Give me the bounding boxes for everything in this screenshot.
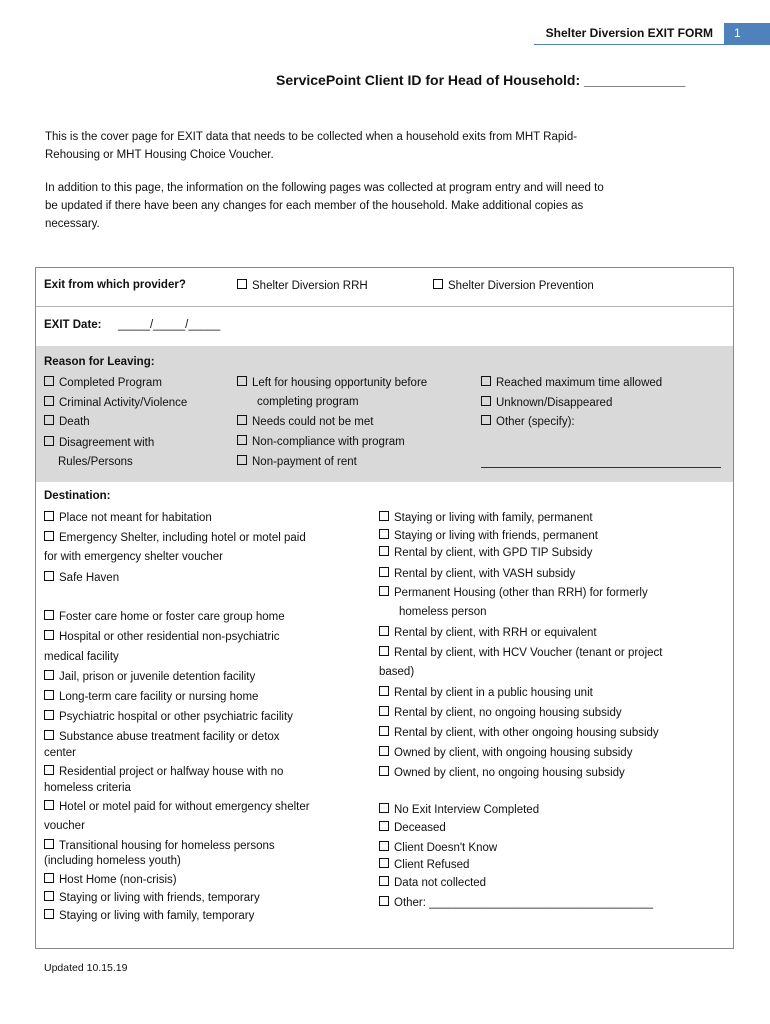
checkbox-icon[interactable] — [44, 396, 54, 406]
dest-hotel-motel-cont: voucher — [44, 820, 85, 832]
dest-friends-permanent[interactable]: Staying or living with friends, permanent — [379, 529, 598, 542]
dest-transitional[interactable]: Transitional housing for homeless persons — [44, 839, 275, 852]
dest-family-temporary[interactable]: Staying or living with family, temporary — [44, 909, 254, 922]
dest-hotel-motel[interactable]: Hotel or motel paid for without emergency shelter — [44, 800, 310, 813]
dest-rental-hcv[interactable]: Rental by client, with HCV Voucher (tenant or project — [379, 646, 662, 659]
checkbox-icon[interactable] — [379, 876, 389, 886]
checkbox-icon[interactable] — [44, 610, 54, 620]
checkbox-icon[interactable] — [44, 730, 54, 740]
dest-substance-abuse[interactable]: Substance abuse treatment facility or detox — [44, 730, 280, 743]
reason-disagreement-cont: Rules/Persons — [58, 456, 133, 468]
reason-other-line[interactable] — [481, 467, 721, 468]
reason-other[interactable]: Other (specify): — [481, 415, 575, 428]
reason-left-housing-cont: completing program — [257, 396, 359, 408]
intro-p1-line1: This is the cover page for EXIT data that needs to be collected when a household exits from MHT Rapid- — [45, 131, 578, 143]
dest-rental-vash[interactable]: Rental by client, with VASH subsidy — [379, 567, 575, 580]
reason-disagreement[interactable]: Disagreement with — [44, 436, 154, 449]
checkbox-icon[interactable] — [237, 435, 247, 445]
intro-p2-line1: In addition to this page, the information on the following pages was collected at program entry and will need to — [45, 182, 604, 194]
dest-residential[interactable]: Residential project or halfway house with no — [44, 765, 283, 778]
reason-death[interactable]: Death — [44, 415, 90, 428]
exit-date-field[interactable]: _____/_____/_____ — [118, 319, 221, 331]
dest-friends-temporary[interactable]: Staying or living with friends, temporary — [44, 891, 260, 904]
checkbox-icon[interactable] — [44, 415, 54, 425]
checkbox-icon[interactable] — [237, 279, 247, 289]
checkbox-icon[interactable] — [44, 909, 54, 919]
dest-data-not-collected[interactable]: Data not collected — [379, 876, 486, 889]
dest-permanent-housing-cont: homeless person — [399, 606, 487, 618]
updated-date: Updated 10.15.19 — [44, 962, 128, 974]
dest-deceased[interactable]: Deceased — [379, 821, 446, 834]
intro-p2-line2: be updated if there have been any changes for each member of the household. Make additional copies as — [45, 200, 584, 212]
destination-label: Destination: — [44, 490, 111, 502]
form-title: Shelter Diversion EXIT FORM — [545, 26, 713, 40]
dest-rental-other-subsidy[interactable]: Rental by client, with other ongoing housing subsidy — [379, 726, 659, 739]
dest-hospital[interactable]: Hospital or other residential non-psychiatric — [44, 630, 280, 643]
checkbox-icon[interactable] — [237, 455, 247, 465]
checkbox-icon[interactable] — [44, 571, 54, 581]
dest-substance-abuse-cont: center — [44, 747, 76, 759]
dest-rental-public-housing[interactable]: Rental by client in a public housing unit — [379, 686, 593, 699]
dest-owned-no-subsidy[interactable]: Owned by client, no ongoing housing subsidy — [379, 766, 625, 779]
checkbox-icon[interactable] — [379, 646, 389, 656]
checkbox-icon[interactable] — [379, 686, 389, 696]
checkbox-icon[interactable] — [379, 896, 389, 906]
intro-p1-line2: Rehousing or MHT Housing Choice Voucher. — [45, 149, 274, 161]
provider-label: Exit from which provider? — [44, 279, 186, 291]
dest-family-permanent[interactable]: Staying or living with family, permanent — [379, 511, 593, 524]
checkbox-icon[interactable] — [237, 415, 247, 425]
checkbox-icon[interactable] — [481, 376, 491, 386]
checkbox-icon[interactable] — [44, 670, 54, 680]
dest-host-home[interactable]: Host Home (non-crisis) — [44, 873, 177, 886]
checkbox-icon[interactable] — [379, 803, 389, 813]
dest-rental-rrh[interactable]: Rental by client, with RRH or equivalent — [379, 626, 597, 639]
dest-transitional-cont: (including homeless youth) — [44, 855, 181, 867]
dest-jail[interactable]: Jail, prison or juvenile detention facility — [44, 670, 255, 683]
dest-psychiatric[interactable]: Psychiatric hospital or other psychiatric facility — [44, 710, 293, 723]
dest-long-term-care[interactable]: Long-term care facility or nursing home — [44, 690, 258, 703]
row-divider — [36, 306, 733, 307]
dest-other[interactable]: Other: ___________________________________ — [379, 896, 653, 909]
dest-no-exit-interview[interactable]: No Exit Interview Completed — [379, 803, 539, 816]
dest-safe-haven[interactable]: Safe Haven — [44, 571, 119, 584]
checkbox-icon[interactable] — [379, 626, 389, 636]
provider-option-prevention[interactable]: Shelter Diversion Prevention — [433, 279, 594, 292]
dest-emergency-shelter-cont: for with emergency shelter voucher — [44, 551, 223, 563]
checkbox-icon[interactable] — [379, 706, 389, 716]
checkbox-icon[interactable] — [481, 415, 491, 425]
dest-foster-care[interactable]: Foster care home or foster care group home — [44, 610, 285, 623]
checkbox-icon[interactable] — [379, 821, 389, 831]
intro-p2-line3: necessary. — [45, 218, 100, 230]
checkbox-icon[interactable] — [481, 396, 491, 406]
checkbox-icon[interactable] — [44, 839, 54, 849]
checkbox-icon[interactable] — [237, 376, 247, 386]
checkbox-icon[interactable] — [433, 279, 443, 289]
page-number: 1 — [724, 23, 770, 44]
checkbox-icon[interactable] — [44, 765, 54, 775]
reason-max-time[interactable]: Reached maximum time allowed — [481, 376, 662, 389]
checkbox-icon[interactable] — [44, 710, 54, 720]
header-rule — [534, 44, 770, 45]
reason-noncompliance[interactable]: Non-compliance with program — [237, 435, 405, 448]
exit-date-label: EXIT Date: — [44, 319, 102, 331]
checkbox-icon[interactable] — [44, 531, 54, 541]
dest-rental-hcv-cont: based) — [379, 666, 415, 678]
checkbox-icon[interactable] — [379, 726, 389, 736]
checkbox-icon[interactable] — [379, 567, 389, 577]
dest-owned-with-subsidy[interactable]: Owned by client, with ongoing housing subsidy — [379, 746, 632, 759]
checkbox-icon[interactable] — [44, 891, 54, 901]
checkbox-icon[interactable] — [44, 800, 54, 810]
provider-option-rrh[interactable]: Shelter Diversion RRH — [237, 279, 368, 292]
checkbox-icon[interactable] — [379, 511, 389, 521]
checkbox-icon[interactable] — [379, 858, 389, 868]
reason-label: Reason for Leaving: — [44, 356, 155, 368]
checkbox-icon[interactable] — [379, 841, 389, 851]
intro-paragraph-1 — [45, 128, 735, 164]
checkbox-icon[interactable] — [44, 436, 54, 446]
checkbox-icon[interactable] — [44, 873, 54, 883]
reason-criminal[interactable]: Criminal Activity/Violence — [44, 396, 187, 409]
dest-place-not-meant[interactable]: Place not meant for habitation — [44, 511, 212, 524]
checkbox-icon[interactable] — [44, 690, 54, 700]
dest-rental-gpd[interactable]: Rental by client, with GPD TIP Subsidy — [379, 546, 592, 559]
dest-client-refused[interactable]: Client Refused — [379, 858, 469, 871]
checkbox-icon[interactable] — [44, 630, 54, 640]
checkbox-icon[interactable] — [379, 529, 389, 539]
reason-left-housing[interactable]: Left for housing opportunity before — [237, 376, 427, 389]
checkbox-icon[interactable] — [379, 746, 389, 756]
reason-completed[interactable]: Completed Program — [44, 376, 162, 389]
checkbox-icon[interactable] — [379, 546, 389, 556]
checkbox-icon[interactable] — [379, 766, 389, 776]
reason-nonpayment[interactable]: Non-payment of rent — [237, 455, 357, 468]
checkbox-icon[interactable] — [379, 586, 389, 596]
dest-emergency-shelter[interactable]: Emergency Shelter, including hotel or motel paid — [44, 531, 306, 544]
reason-unknown[interactable]: Unknown/Disappeared — [481, 396, 612, 409]
dest-permanent-housing[interactable]: Permanent Housing (other than RRH) for formerly — [379, 586, 648, 599]
dest-residential-cont: homeless criteria — [44, 782, 131, 794]
checkbox-icon[interactable] — [44, 511, 54, 521]
checkbox-icon[interactable] — [44, 376, 54, 386]
reason-needs-not-met[interactable]: Needs could not be met — [237, 415, 373, 428]
intro-paragraph-2 — [45, 179, 735, 233]
dest-rental-no-subsidy[interactable]: Rental by client, no ongoing housing subsidy — [379, 706, 622, 719]
dest-client-doesnt-know[interactable]: Client Doesn't Know — [379, 841, 497, 854]
dest-hospital-cont: medical facility — [44, 651, 119, 663]
client-id-field[interactable]: ServicePoint Client ID for Head of Household: _____________ — [276, 72, 686, 88]
